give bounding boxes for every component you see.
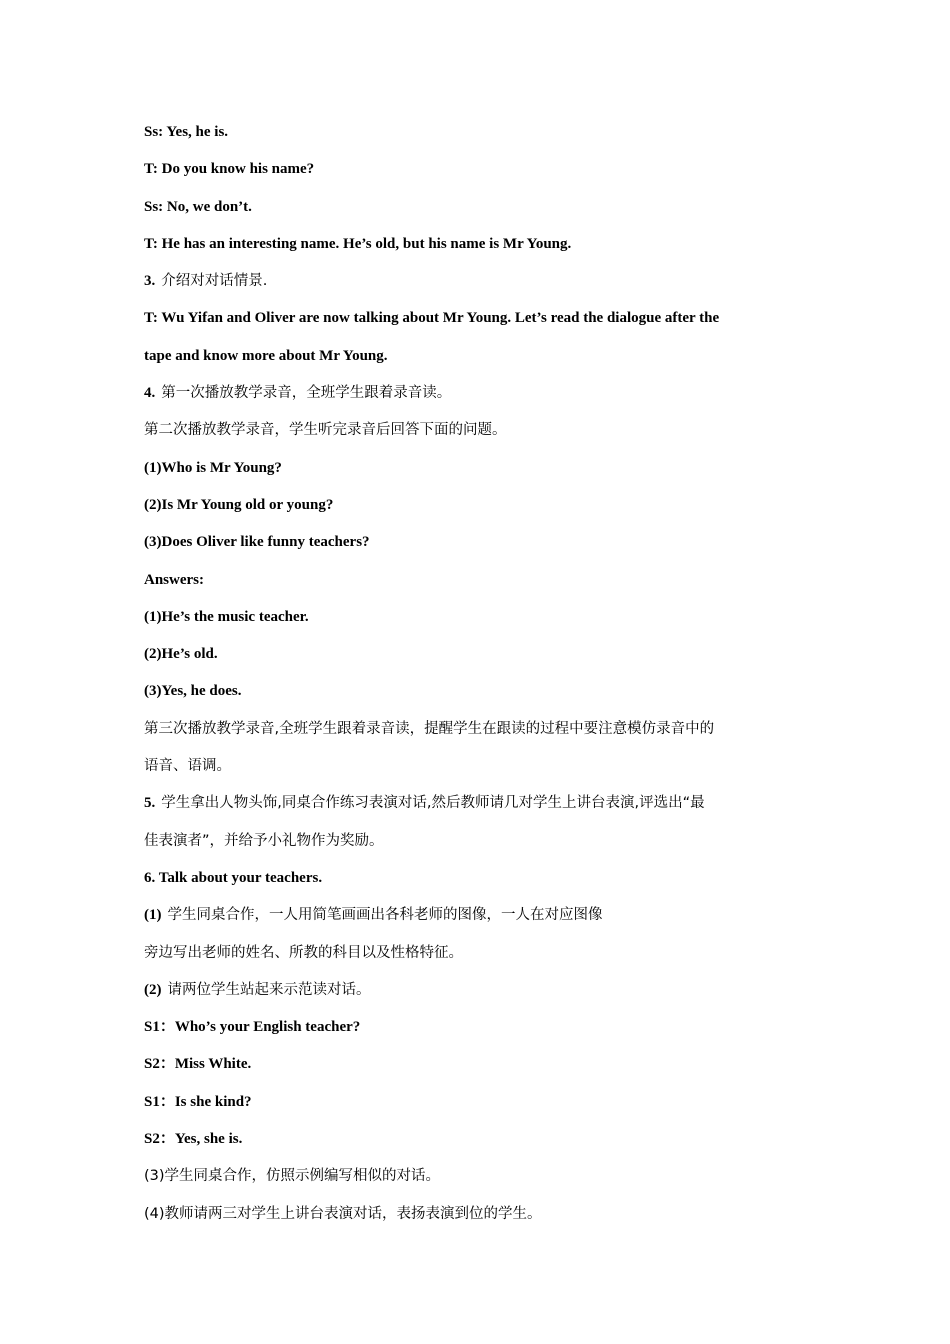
instruction-line: 旁边写出老师的姓名、所教的科目以及性格特征。	[144, 944, 463, 961]
dialogue-line: T: Do you know his name?	[144, 161, 315, 178]
step-number: 4.	[144, 385, 156, 402]
substep-text: 学生同桌合作，一人用简笔画画出各科老师的图像，一人在对应图像	[167, 907, 603, 924]
step-text: 介绍对对话情景.	[161, 273, 268, 290]
section-heading: 6. Talk about your teachers.	[144, 869, 323, 886]
answers-heading: Answers:	[144, 571, 204, 588]
dialogue-line: S2：Yes, she is.	[144, 1131, 243, 1148]
substep-item	[144, 972, 814, 1009]
dialogue-line: S1：Is she kind?	[144, 1093, 252, 1110]
dialogue-line: Ss: No, we don’t.	[144, 198, 252, 215]
instruction-line: 第二次播放教学录音，学生听完录音后回答下面的问题。	[144, 422, 507, 439]
dialogue-line: S1：Who’s your English teacher?	[144, 1019, 361, 1036]
step-text: 第一次播放教学录音，全班学生跟着录音读。	[161, 385, 452, 402]
dialogue-line: tape and know more about Mr Young.	[144, 347, 388, 364]
question-line: (2)Is Mr Young old or young?	[144, 496, 334, 513]
substep-text: 请两位学生站起来示范读对话。	[167, 981, 371, 998]
instruction-line: (4)教师请两三对学生上讲台表演对话，表扬表演到位的学生。	[144, 1205, 542, 1222]
instruction-line: (3)学生同桌合作，仿照示例编写相似的对话。	[144, 1168, 441, 1185]
instruction-line: 语音、语调。	[144, 758, 231, 775]
substep-item	[144, 897, 814, 934]
instruction-line: 第三次播放教学录音,全班学生跟着录音读，提醒学生在跟读的过程中要注意模仿录音中的	[144, 720, 715, 737]
step-number: 5.	[144, 795, 156, 812]
step-3-item	[144, 263, 814, 300]
step-5-item	[144, 785, 814, 822]
dialogue-line: T: Wu Yifan and Oliver are now talking about Mr Young. Let’s read the dialogue after the	[144, 310, 720, 327]
question-line: (1)Who is Mr Young?	[144, 459, 282, 476]
step-number: 3.	[144, 273, 156, 290]
dialogue-line: T: He has an interesting name. He’s old, but his name is Mr Young.	[144, 235, 572, 252]
dialogue-line: Ss: Yes, he is.	[144, 124, 229, 140]
substep-number: (1)	[144, 907, 162, 924]
step-4-item	[144, 375, 814, 412]
step-text: 学生拿出人物头饰,同桌合作练习表演对话,然后教师请几对学生上讲台表演,评选出“最	[161, 795, 705, 812]
question-line: (3)Does Oliver like funny teachers?	[144, 534, 370, 551]
dialogue-line: S2：Miss White.	[144, 1056, 252, 1073]
instruction-line: 佳表演者”，并给予小礼物作为奖励。	[144, 832, 384, 849]
answer-line: (2)He’s old.	[144, 646, 218, 663]
answer-line: (1)He’s the music teacher.	[144, 608, 309, 625]
answer-line: (3)Yes, he does.	[144, 683, 242, 700]
substep-number: (2)	[144, 981, 162, 998]
document-body	[144, 114, 814, 1233]
